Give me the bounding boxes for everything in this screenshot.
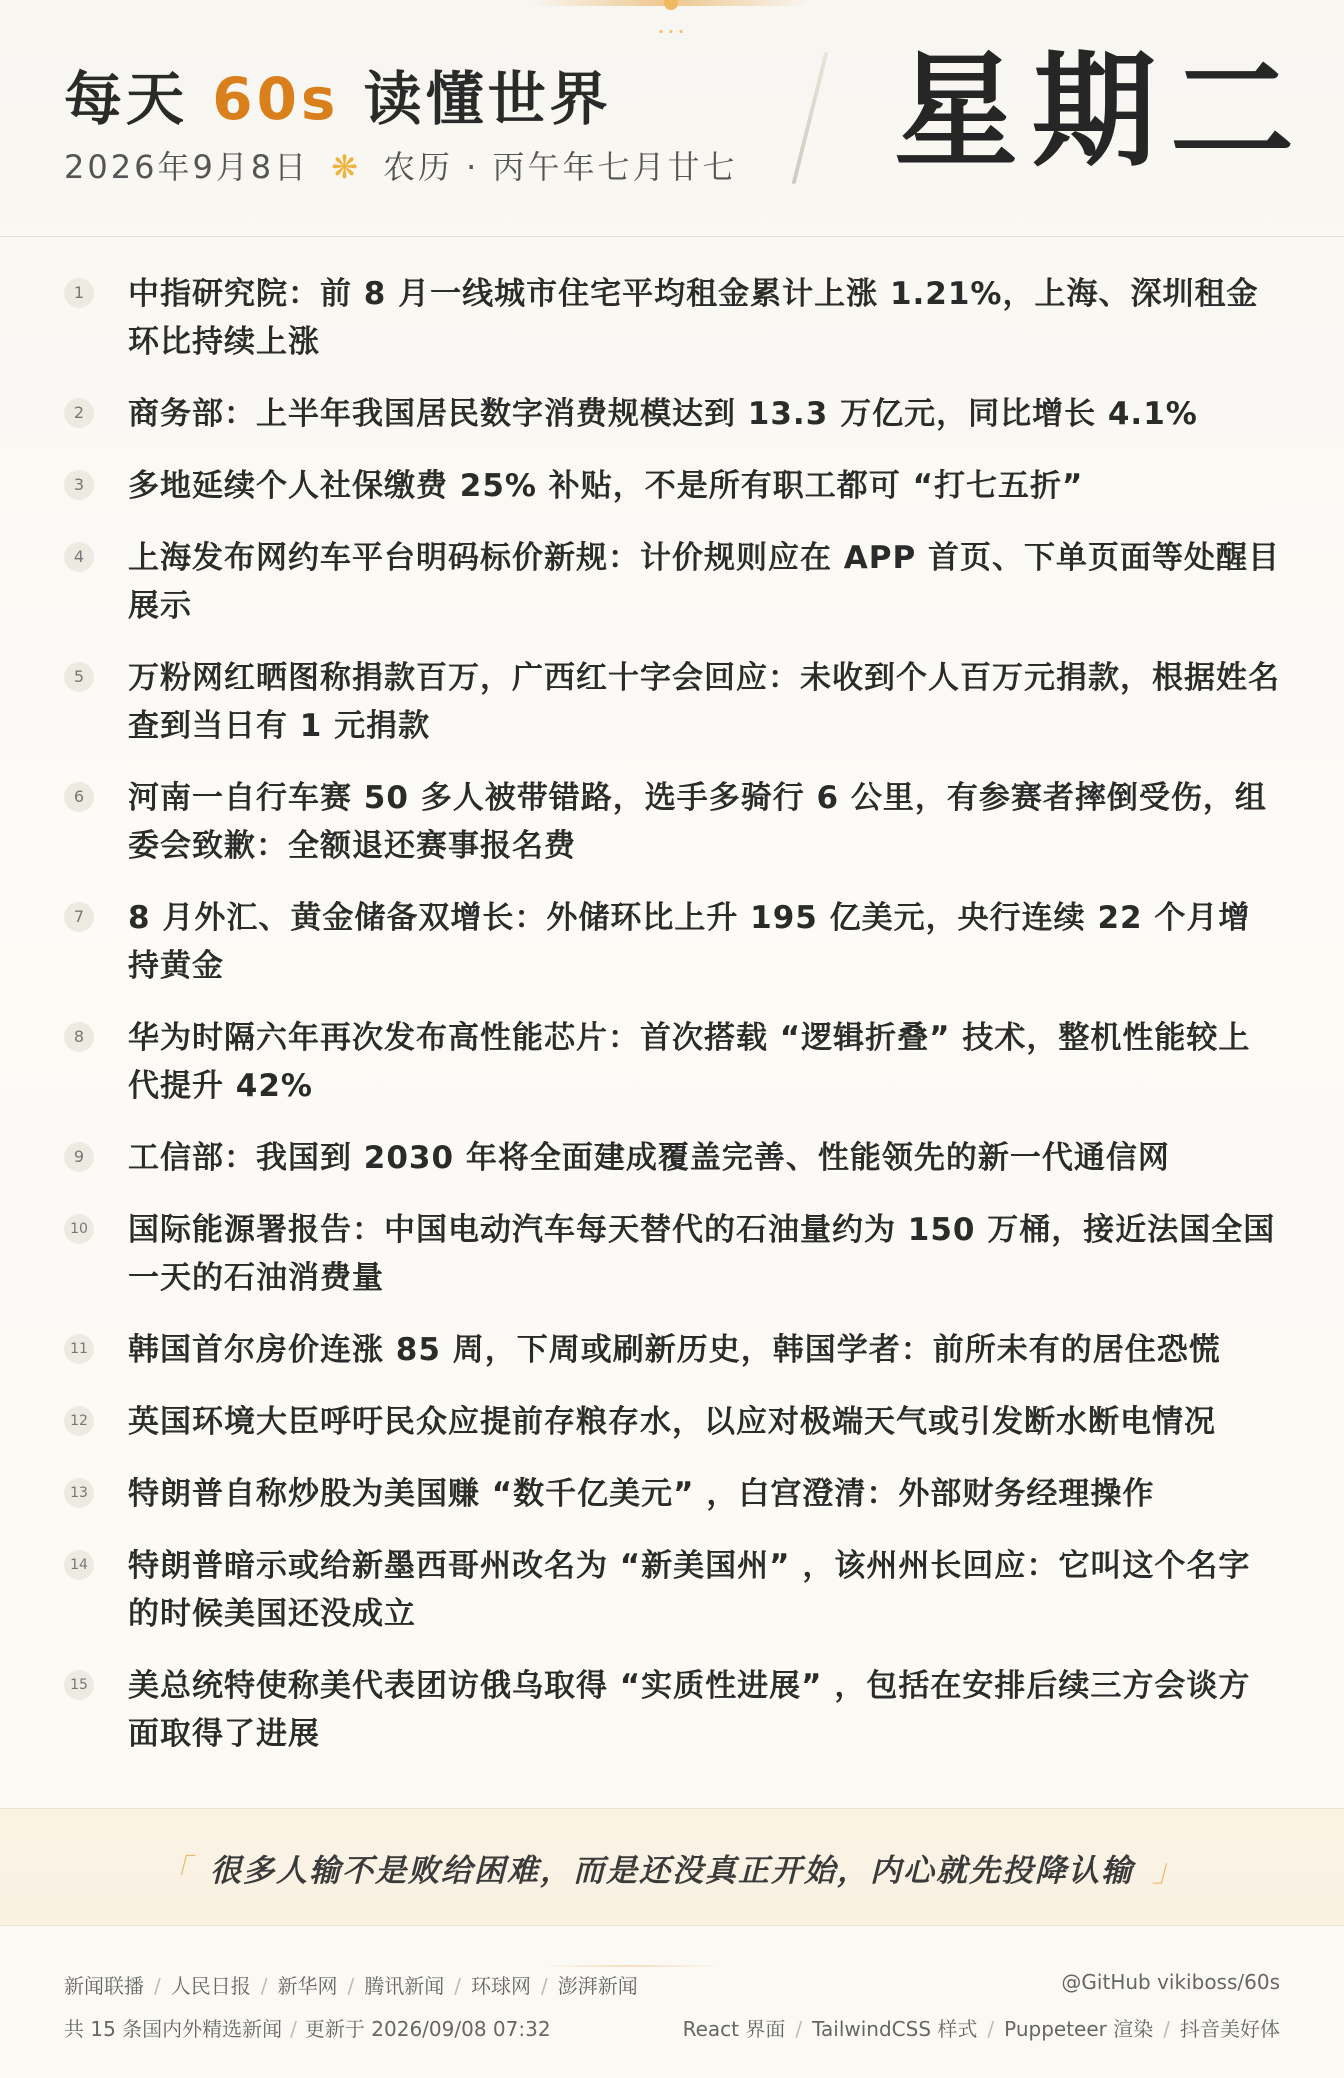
source-separator: /	[541, 1974, 548, 1998]
news-item	[0, 1014, 1344, 1110]
news-item	[0, 1398, 1344, 1446]
source-separator: /	[347, 1974, 355, 1998]
lunar-date: 农历 · 丙午年七月廿七	[382, 148, 738, 186]
quote-close-mark: 」	[1152, 1853, 1185, 1889]
news-item	[0, 462, 1344, 510]
news-number-badge: 11	[64, 1334, 94, 1364]
brand-prefix: 每天	[64, 65, 189, 133]
news-item	[0, 654, 1344, 750]
news-number-badge: 13	[64, 1478, 94, 1508]
news-item	[0, 1470, 1344, 1518]
footer-meta	[64, 2013, 551, 2042]
quote-text: 很多人输不是败给困难，而是还没真正开始，内心就先投降认输	[210, 1853, 1134, 1889]
news-number-badge: 10	[64, 1214, 94, 1244]
source-separator: /	[260, 1974, 268, 1998]
tech-item: TailwindCSS 样式	[812, 2017, 978, 2041]
news-headline: 8 月外汇、黄金储备双增长：外储环比上升 195 亿美元，央行连续 22 个月增持黄金	[128, 900, 1251, 984]
meta-separator: /	[290, 2017, 297, 2041]
news-headline: 中指研究院：前 8 月一线城市住宅平均租金累计上涨 1.21%，上海、深圳租金环比持续上涨	[128, 276, 1259, 360]
news-item	[0, 1662, 1344, 1758]
news-headline: 美总统特使称美代表团访俄乌取得 “实质性进展” ，包括在安排后续三方会谈方面取得了进展	[128, 1668, 1251, 1752]
news-source: 环球网	[471, 1974, 531, 1998]
news-number-badge: 15	[64, 1670, 94, 1700]
gregorian-date: 2026年9月8日	[64, 148, 310, 186]
news-number-badge: 5	[64, 662, 94, 692]
weekday: 星期二	[894, 40, 1309, 184]
updated-time: 更新于 2026/09/08 07:32	[304, 2017, 551, 2041]
github-credit[interactable]: @GitHub vikiboss/60s	[1061, 1970, 1280, 1994]
news-headline: 特朗普暗示或给新墨西哥州改名为 “新美国州” ，该州州长回应：它叫这个名字的时候美国还没成立	[128, 1548, 1251, 1632]
quote-open-mark: 「	[159, 1853, 192, 1889]
news-number-badge: 7	[64, 902, 94, 932]
news-item	[0, 1134, 1344, 1182]
news-number-badge: 6	[64, 782, 94, 812]
news-headline: 万粉网红晒图称捐款百万，广西红十字会回应：未收到个人百万元捐款，根据姓名查到当日有 1 元捐款	[128, 660, 1280, 744]
tech-item: React 界面	[682, 2017, 786, 2041]
footer-decoration	[540, 1965, 720, 1967]
tech-separator: /	[987, 2017, 995, 2041]
top-decoration-dot	[664, 0, 678, 10]
news-item	[0, 534, 1344, 630]
news-item	[0, 1206, 1344, 1302]
news-count: 共 15 条国内外精选新闻	[64, 2017, 283, 2041]
star-icon: ❋	[331, 148, 361, 186]
news-number-badge: 2	[64, 398, 94, 428]
news-item	[0, 774, 1344, 870]
brand-suffix: 读懂世界	[363, 65, 612, 133]
news-item	[0, 1326, 1344, 1374]
tech-item: Puppeteer 渲染	[1004, 2017, 1154, 2041]
date-line	[64, 142, 738, 188]
news-headline: 上海发布网约车平台明码标价新规：计价规则应在 APP 首页、下单页面等处醒目展示	[128, 540, 1281, 624]
news-headline: 国际能源署报告：中国电动汽车每天替代的石油量约为 150 万桶，接近法国全国一天的石油消费量	[128, 1212, 1276, 1296]
footer	[0, 1924, 1344, 2078]
news-sources	[64, 1970, 638, 1999]
tech-stack	[683, 2013, 1280, 2042]
tech-item: 抖音美好体	[1180, 2017, 1280, 2041]
quote-band	[0, 1808, 1344, 1926]
news-number-badge: 12	[64, 1406, 94, 1436]
news-source: 人民日报	[170, 1974, 251, 1998]
news-source: 新闻联播	[64, 1974, 144, 1998]
news-number-badge: 3	[64, 470, 94, 500]
news-headline: 特朗普自称炒股为美国赚 “数千亿美元” ，白宫澄清：外部财务经理操作	[128, 1476, 1155, 1512]
divider-slash	[792, 52, 829, 184]
news-headline: 商务部：上半年我国居民数字消费规模达到 13.3 万亿元，同比增长 4.1%	[128, 396, 1198, 432]
news-item	[0, 270, 1344, 366]
news-number-badge: 8	[64, 1022, 94, 1052]
source-separator: /	[154, 1974, 161, 1998]
news-list	[0, 270, 1344, 1782]
news-number-badge: 14	[64, 1550, 94, 1580]
news-headline: 韩国首尔房价连涨 85 周，下周或刷新历史，韩国学者：前所未有的居住恐慌	[128, 1332, 1221, 1368]
top-decoration-dots	[656, 30, 686, 33]
tech-separator: /	[1163, 2017, 1170, 2041]
source-separator: /	[454, 1974, 461, 1998]
news-headline: 河南一自行车赛 50 多人被带错路，选手多骑行 6 公里，有参赛者摔倒受伤，组委会致歉：全额退还赛事报名费	[128, 780, 1267, 864]
news-headline: 工信部：我国到 2030 年将全面建成覆盖完善、性能领先的新一代通信网	[128, 1140, 1170, 1176]
news-item	[0, 894, 1344, 990]
news-number-badge: 1	[64, 278, 94, 308]
news-headline: 英国环境大臣呼吁民众应提前存粮存水，以应对极端天气或引发断水断电情况	[128, 1404, 1216, 1440]
header	[0, 0, 1344, 237]
news-number-badge: 9	[64, 1142, 94, 1172]
news-source: 澎湃新闻	[557, 1974, 638, 1998]
tech-separator: /	[795, 2017, 803, 2041]
brand-accent: 60s	[212, 65, 340, 133]
news-number-badge: 4	[64, 542, 94, 572]
news-headline: 华为时隔六年再次发布高性能芯片：首次搭载 “逻辑折叠” 技术，整机性能较上代提升 42%	[128, 1020, 1251, 1104]
news-item	[0, 1542, 1344, 1638]
news-source: 新华网	[277, 1974, 338, 1998]
news-item	[0, 390, 1344, 438]
news-headline: 多地延续个人社保缴费 25% 补贴，不是所有职工都可 “打七五折”	[128, 468, 1084, 504]
news-source: 腾讯新闻	[364, 1974, 445, 1998]
daily-quote	[0, 1845, 1344, 1890]
brand-title	[64, 52, 612, 136]
